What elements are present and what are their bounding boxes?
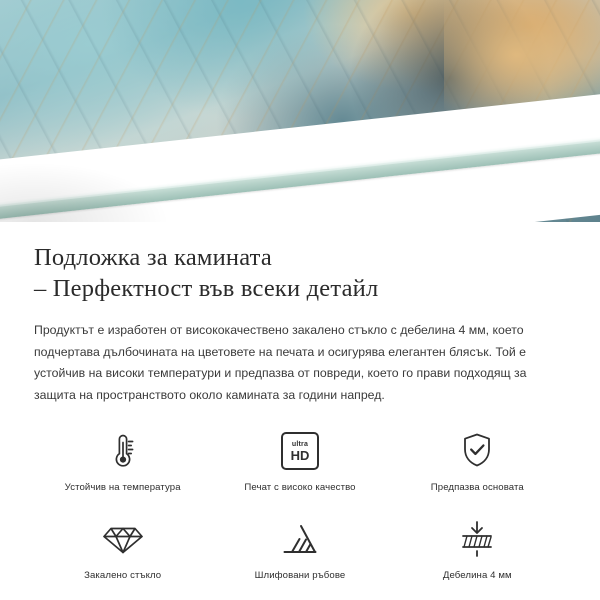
feature-item	[389, 428, 566, 510]
hero-product-image	[0, 0, 600, 222]
ultra-hd-icon: ultra HD	[281, 428, 319, 474]
feature-label: Предпазва основата	[430, 482, 524, 493]
feature-item	[34, 428, 211, 510]
feature-item	[389, 516, 566, 598]
thermometer-icon	[103, 428, 143, 474]
thickness-icon	[456, 516, 498, 562]
feature-item	[34, 516, 211, 598]
page-title	[34, 222, 566, 304]
shield-check-icon	[457, 428, 497, 474]
feature-item	[211, 428, 388, 510]
feature-grid	[34, 428, 566, 598]
polished-edges-icon	[279, 516, 321, 562]
content-area	[0, 222, 600, 598]
headline-line-2: – Перфектност във всеки детайл	[34, 275, 379, 302]
feature-label: Печат с високо качество	[244, 482, 356, 493]
headline-line-1: Подложка за камината	[34, 244, 272, 271]
plate-shadow	[0, 162, 170, 222]
feature-item	[211, 516, 388, 598]
feature-label: Устойчив на температура	[64, 482, 181, 493]
feature-label: Дебелина 4 мм	[442, 570, 512, 581]
description-paragraph: Продуктът е изработен от висококачествено закалено стъкло с дебелина 4 мм, което подчертава дълбочината на цветовете на печата и осигурява елегантен блясък. Той е устойчив на високи температури и предпазва от повреди, което го прави подходящ за защита на пространството около камината за години напред.	[34, 323, 527, 402]
feature-label: Закалено стъкло	[84, 570, 162, 581]
feature-label: Шлифовани ръбове	[254, 570, 346, 581]
diamond-icon	[101, 516, 145, 562]
